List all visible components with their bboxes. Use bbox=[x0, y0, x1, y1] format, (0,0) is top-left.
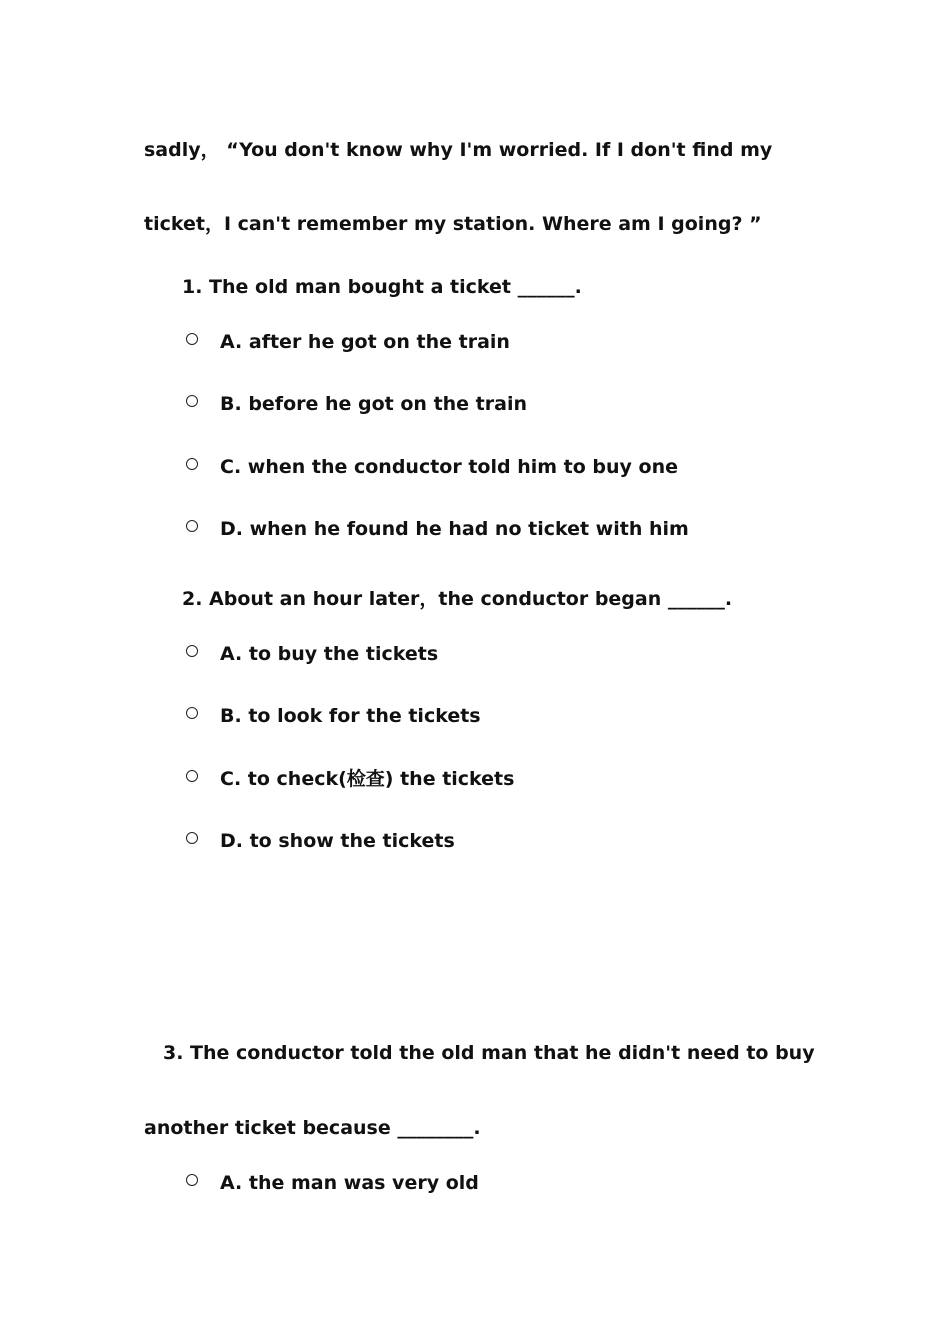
question-3-text-line-2: another ticket because ________. bbox=[144, 1117, 481, 1139]
option-label: A. after he got on the train bbox=[220, 331, 510, 353]
option-label: D. to show the tickets bbox=[220, 830, 455, 852]
radio-button-icon[interactable] bbox=[186, 707, 198, 719]
radio-button-icon[interactable] bbox=[186, 395, 198, 407]
radio-button-icon[interactable] bbox=[186, 645, 198, 657]
question-3-text-line-1: 3. The conductor told the old man that he didn't need to buy bbox=[163, 1042, 815, 1064]
radio-button-icon[interactable] bbox=[186, 770, 198, 782]
radio-button-icon[interactable] bbox=[186, 1174, 198, 1186]
radio-button-icon[interactable] bbox=[186, 333, 198, 345]
option-label: A. to buy the tickets bbox=[220, 643, 439, 665]
radio-button-icon[interactable] bbox=[186, 520, 198, 532]
passage-line-2: ticket，I can't remember my station. Where am I going? ” bbox=[144, 213, 762, 235]
radio-button-icon[interactable] bbox=[186, 458, 198, 470]
option-label: B. to look for the tickets bbox=[220, 705, 481, 727]
option-label: B. before he got on the train bbox=[220, 393, 527, 415]
option-label: C. to check(检查) the tickets bbox=[220, 768, 515, 790]
question-1-text: 1. The old man bought a ticket ______. bbox=[182, 276, 582, 298]
radio-button-icon[interactable] bbox=[186, 832, 198, 844]
passage-line-1: sadly， “You don't know why I'm worried. If I don't find my bbox=[144, 139, 773, 161]
option-label: D. when he found he had no ticket with him bbox=[220, 518, 689, 540]
option-label: A. the man was very old bbox=[220, 1172, 479, 1194]
option-label: C. when the conductor told him to buy one bbox=[220, 456, 679, 478]
question-2-text: 2. About an hour later，the conductor began ______. bbox=[182, 588, 733, 610]
